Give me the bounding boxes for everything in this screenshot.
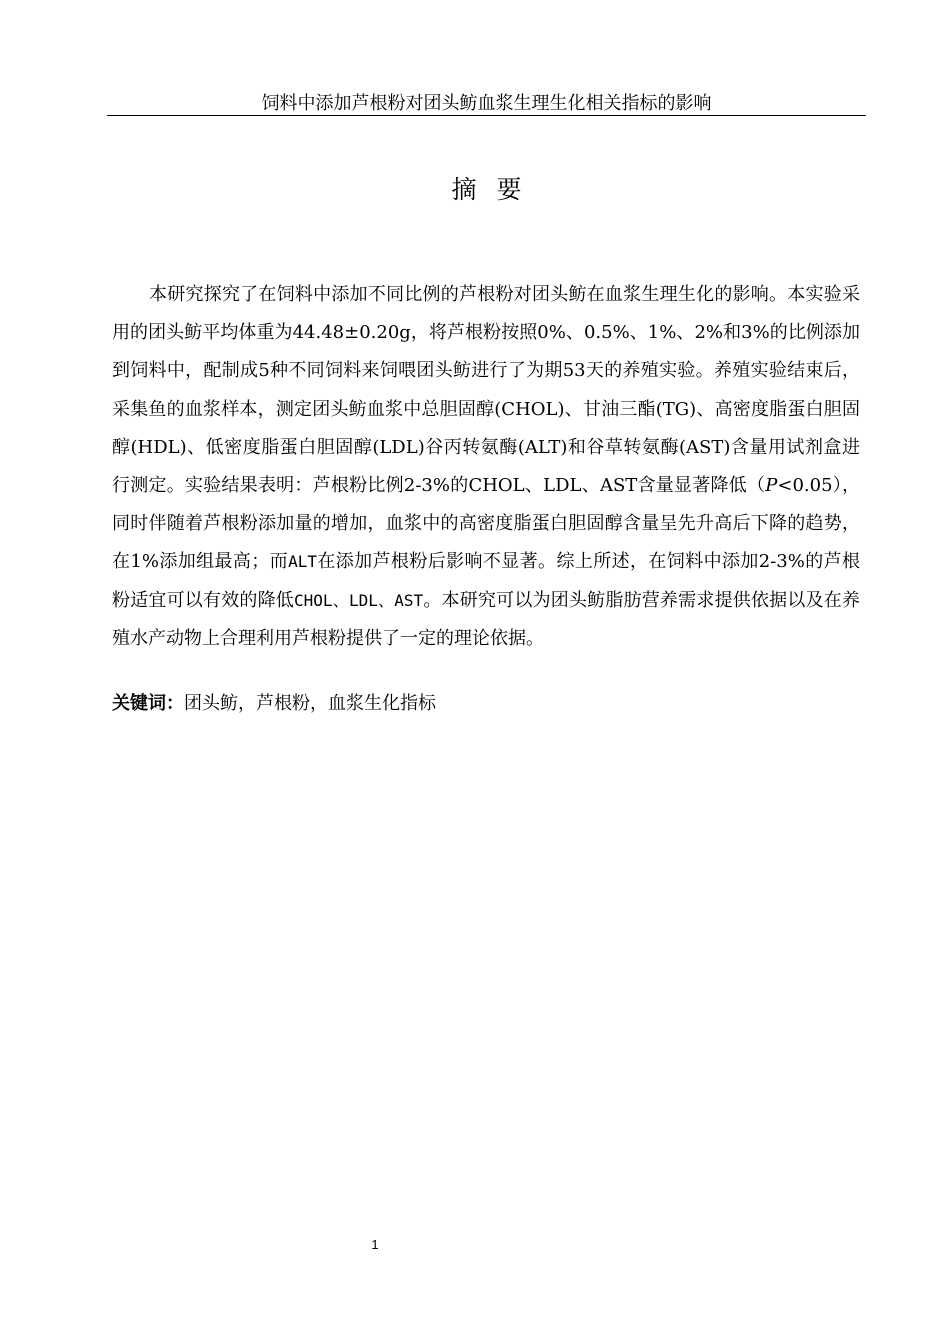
abstract-body	[112, 276, 860, 658]
page-number: 1	[371, 1237, 379, 1252]
abstract-title: 摘要	[451, 175, 542, 204]
header-rule	[107, 115, 866, 116]
running-header: 饲料中添加芦根粉对团头鲂血浆生理生化相关指标的影响	[261, 93, 712, 114]
keywords-line	[112, 685, 860, 723]
chol-ldl-ast-terms: CHOL、LDL、AST	[294, 590, 424, 610]
p-value-symbol: P<	[765, 475, 793, 497]
abstract-text-3: 在添加芦根粉后影响不显著。综上所述，在饲料中添加2-3%的芦根粉适宜可以有效的降低	[112, 551, 860, 611]
abstract-text-1: 本研究探究了在饲料中添加不同比例的芦根粉对团头鲂在血浆生理生化的影响。本实验采用的团头鲂平均体重为44.48±0.20g，将芦根粉按照0%、0.5%、1%、2%和3%的比例添加到饲料中，配制成5种不同饲料来饲喂团头鲂进行了为期53天的养殖实验。养殖实验结束后，采集鱼的血浆样本，测定团头鲂血浆中总胆固醇(CHOL)、甘油三酯(TG)、高密度脂蛋白胆固醇(HDL)、低密度脂蛋白胆固醇(LDL)谷丙转氨酶(ALT)和谷草转氨酶(AST)含量用试剂盒进行测定。实验结果表明：芦根粉比例2-3%的CHOL、LDL、AST含量显著降低（	[112, 284, 860, 497]
abstract-text-4: 。本研究可以为团头鲂脂肪营养需求提供依据以及在养殖水产动物上合理利用芦根粉提供了一定的理论依据。	[112, 589, 860, 649]
alt-term: ALT	[288, 552, 317, 572]
abstract-text-2: 0.05），同时伴随着芦根粉添加量的增加，血浆中的高密度脂蛋白胆固醇含量呈先升高后下降的趋势，在1%添加组最高；而	[112, 475, 861, 573]
keywords-label: 关键词：	[112, 693, 184, 714]
keywords-text: 团头鲂，芦根粉，血浆生化指标	[184, 693, 436, 714]
